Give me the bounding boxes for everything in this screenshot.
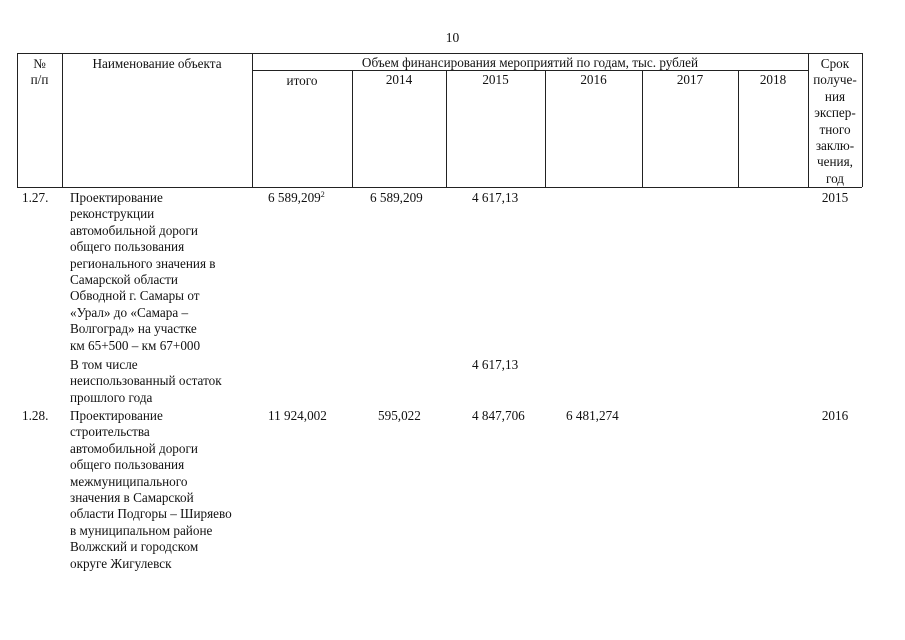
- row-number: 1.27.: [22, 190, 49, 205]
- header-num-line1: №: [33, 56, 46, 71]
- row-value-2014: 6 589,209: [370, 190, 423, 205]
- subrow-name: В том числе неиспользованный остаток прошлого года: [70, 357, 222, 405]
- header-object-name: Наименование объекта: [92, 56, 222, 71]
- row-total: 11 924,002: [268, 408, 327, 423]
- header-num-line2: п/п: [30, 72, 49, 87]
- header-year-2018: 2018: [759, 72, 787, 87]
- header-year-2016: 2016: [580, 72, 607, 87]
- row-deadline: 2016: [821, 408, 849, 423]
- row-value-2015: 4 617,13: [472, 190, 519, 205]
- header-total: итого: [286, 73, 318, 88]
- row-value-2015: 4 847,706: [472, 408, 525, 423]
- subrow-value-2015: 4 617,13: [472, 357, 519, 372]
- row-total: 6 589,209$^2$: [268, 190, 325, 205]
- row-object-name: Проектирование реконструкции автомобильной дороги общего пользования регионального значения в Самарской области Обводной г. Самары от «Урал» до «Самара – Волгоград» на участке км 65+500 – км 67+000: [70, 190, 216, 353]
- header-financing-volume: Объем финансирования мероприятий по годам, тыс. рублей: [361, 55, 699, 70]
- header-year-2017: 2017: [676, 72, 704, 87]
- row-object-name: Проектирование строительства автомобильной дороги общего пользования межмуниципального значения в Самарской области Подгоры – Ширяево в муниципальном районе Волжский и городском округе Жигулевск: [70, 408, 232, 571]
- page-number: 10: [445, 30, 460, 45]
- header-deadline: Срок получе- ния экспер- тного заклю- чения, год: [813, 56, 857, 186]
- row-value-2016: 6 481,274: [566, 408, 619, 423]
- row-deadline: 2015: [821, 190, 849, 205]
- footnote-marker: 2: [320, 190, 325, 199]
- row-value-2014: 595,022: [378, 408, 421, 423]
- row-number: 1.28.: [22, 408, 49, 423]
- header-year-2014: 2014: [385, 72, 413, 87]
- header-year-2015: 2015: [482, 72, 509, 87]
